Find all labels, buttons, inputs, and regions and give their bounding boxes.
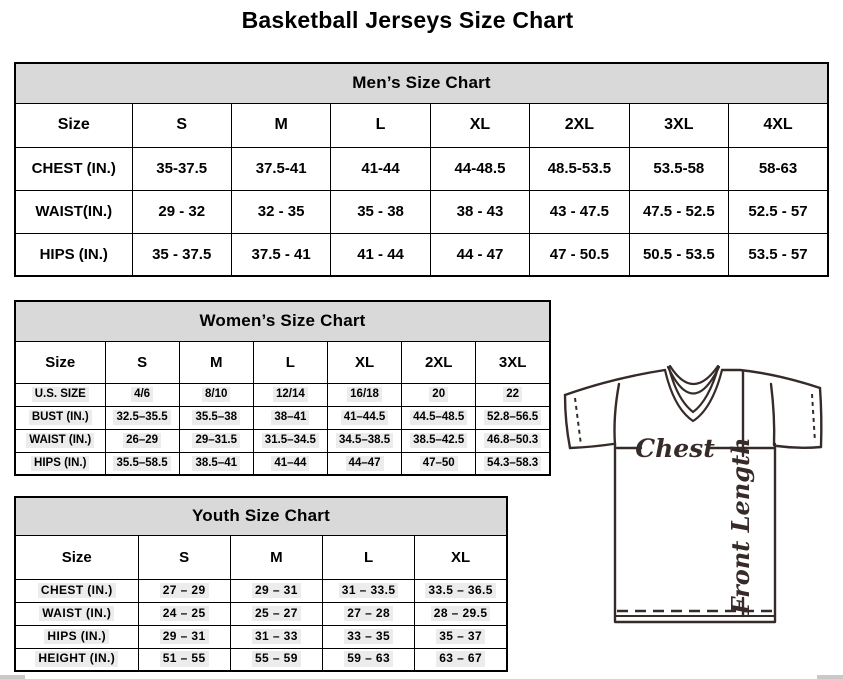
collar: [665, 366, 722, 421]
row-label-text: WAIST (IN.): [26, 433, 94, 448]
column-header: XL: [415, 535, 507, 579]
table-cell-text: 35.5–58.5: [113, 456, 170, 471]
table-cell: 32 - 35: [231, 190, 330, 233]
table-cell-text: 8/10: [202, 387, 230, 402]
table-cell-text: 31 – 33: [252, 629, 301, 645]
table-cell-text: 44.5–48.5: [410, 410, 467, 425]
table-cell: [415, 602, 507, 625]
table-cell: [179, 429, 253, 452]
column-header: 3XL: [476, 341, 550, 383]
table-cell-text: 38–41: [271, 410, 309, 425]
row-label: [15, 602, 138, 625]
table-cell: [230, 579, 322, 602]
front-length-label: Front Length: [726, 437, 755, 615]
table-cell: [323, 625, 415, 648]
header-row: [15, 341, 550, 383]
table-cell: 29 - 32: [132, 190, 231, 233]
table-cell: [476, 429, 550, 452]
table-cell-text: 12/14: [273, 387, 308, 402]
table-cell: 48.5-53.5: [530, 147, 629, 190]
column-header: Size: [15, 103, 132, 147]
table-cell-text: 28 – 29.5: [431, 606, 491, 622]
column-header: 2XL: [530, 103, 629, 147]
table-cell: [230, 625, 322, 648]
row-label: [15, 579, 138, 602]
table-row: [15, 648, 507, 671]
table-cell: 37.5 - 41: [231, 233, 330, 276]
table-cell: 37.5-41: [231, 147, 330, 190]
column-header: L: [253, 341, 327, 383]
table-cell: 53.5-58: [629, 147, 728, 190]
table-cell-text: 47–50: [420, 456, 458, 471]
table-cell: 58-63: [729, 147, 828, 190]
table-cell: [138, 579, 230, 602]
table-cell-text: 59 – 63: [344, 651, 393, 667]
table-row: [15, 452, 550, 475]
mens-size-table: [14, 62, 829, 277]
row-label-text: BUST (IN.): [29, 410, 92, 425]
table-cell-text: 33 – 35: [344, 629, 393, 645]
table-cell: 47.5 - 52.5: [629, 190, 728, 233]
table-cell: [476, 452, 550, 475]
column-header: S: [138, 535, 230, 579]
table-cell-text: 41–44.5: [341, 410, 389, 425]
table-cell: [138, 602, 230, 625]
table-cell: [253, 383, 327, 406]
table-cell: [402, 406, 476, 429]
row-label-text: CHEST (IN.): [38, 583, 116, 599]
table-cell-text: 29–31.5: [192, 433, 240, 448]
table-cell: [402, 452, 476, 475]
table-cell-text: 38.5–41: [192, 456, 240, 471]
table-cell: [323, 648, 415, 671]
table-cell-text: 54.3–58.3: [484, 456, 541, 471]
chest-label: Chest: [635, 434, 715, 463]
header-row: [15, 103, 828, 147]
table-cell: [327, 406, 401, 429]
table-cell: [253, 429, 327, 452]
table-cell: [327, 383, 401, 406]
table-cell-text: 22: [503, 387, 522, 402]
table-cell-text: 27 – 29: [160, 583, 209, 599]
scrollbar-fragment-left[interactable]: [0, 675, 25, 679]
row-label-text: HIPS (IN.): [31, 456, 89, 471]
table-cell: 41 - 44: [331, 233, 430, 276]
row-label: [15, 452, 105, 475]
column-header: Size: [15, 341, 105, 383]
table-row: [15, 429, 550, 452]
youth-size-table: [14, 496, 508, 672]
table-cell-text: 32.5–35.5: [113, 410, 170, 425]
column-header: L: [323, 535, 415, 579]
table-cell: [323, 579, 415, 602]
table-row: [15, 233, 828, 276]
table-cell: [415, 625, 507, 648]
table-cell-text: 31.5–34.5: [262, 433, 319, 448]
column-header: M: [230, 535, 322, 579]
table-cell-text: 24 – 25: [160, 606, 209, 622]
table-cell: [105, 383, 179, 406]
table-row: [15, 190, 828, 233]
table-cell: 35 - 37.5: [132, 233, 231, 276]
column-header: M: [179, 341, 253, 383]
column-header: 3XL: [629, 103, 728, 147]
column-header: Size: [15, 535, 138, 579]
table-cell: 47 - 50.5: [530, 233, 629, 276]
jersey-outline: [565, 370, 821, 622]
table-cell-text: 4/6: [131, 387, 153, 402]
table-cell: [415, 579, 507, 602]
column-header: XL: [327, 341, 401, 383]
table-cell: [402, 383, 476, 406]
jersey-diagram-svg: [555, 358, 831, 630]
table-cell: 35-37.5: [132, 147, 231, 190]
table-cell: [476, 406, 550, 429]
table-cell: [415, 648, 507, 671]
table-cell: [138, 648, 230, 671]
table-cell-text: 29 – 31: [252, 583, 301, 599]
table-cell-text: 63 – 67: [436, 651, 485, 667]
header-row: [15, 535, 507, 579]
column-header: L: [331, 103, 430, 147]
table-cell: 44 - 47: [430, 233, 529, 276]
row-label: WAIST(IN.): [15, 190, 132, 233]
column-header: M: [231, 103, 330, 147]
table-cell-text: 46.8–50.3: [484, 433, 541, 448]
row-label: [15, 383, 105, 406]
table-cell-text: 41–44: [271, 456, 309, 471]
table-cell: 53.5 - 57: [729, 233, 828, 276]
scrollbar-fragment-right[interactable]: [817, 675, 843, 679]
table-cell-text: 44–47: [346, 456, 384, 471]
table-cell: [327, 452, 401, 475]
table-cell: [138, 625, 230, 648]
table-cell-text: 34.5–38.5: [336, 433, 393, 448]
table-cell-text: 16/18: [347, 387, 382, 402]
table-row: [15, 602, 507, 625]
table-cell-text: 25 – 27: [252, 606, 301, 622]
page-title: Basketball Jerseys Size Chart: [241, 7, 574, 33]
table-cell: [402, 429, 476, 452]
table-cell-text: 27 – 28: [344, 606, 393, 622]
womens-size-table: [14, 300, 551, 476]
row-label: [15, 429, 105, 452]
table-cell: 38 - 43: [430, 190, 529, 233]
table-cell-text: 52.8–56.5: [484, 410, 541, 425]
row-label: HIPS (IN.): [15, 233, 132, 276]
table-cell: [253, 406, 327, 429]
table-cell: [476, 383, 550, 406]
table-cell-text: 20: [429, 387, 448, 402]
table-title: Youth Size Chart: [15, 497, 507, 535]
table-cell: [179, 452, 253, 475]
column-header: S: [132, 103, 231, 147]
table-row: [15, 625, 507, 648]
column-header: S: [105, 341, 179, 383]
table-cell: [323, 602, 415, 625]
row-label: [15, 648, 138, 671]
table-cell: [105, 406, 179, 429]
row-label: [15, 406, 105, 429]
table-cell: 41-44: [331, 147, 430, 190]
column-header: XL: [430, 103, 529, 147]
row-label-text: HIPS (IN.): [44, 629, 109, 645]
table-title: Men’s Size Chart: [15, 63, 828, 103]
column-header: 2XL: [402, 341, 476, 383]
table-cell-text: 26–29: [123, 433, 161, 448]
table-cell: [179, 406, 253, 429]
jersey-measurement-diagram: [555, 358, 831, 630]
row-label-text: HEIGHT (IN.): [35, 651, 118, 667]
table-row: [15, 147, 828, 190]
table-row: [15, 383, 550, 406]
table-cell-text: 33.5 – 36.5: [425, 583, 495, 599]
table-cell: [253, 452, 327, 475]
table-cell: [179, 383, 253, 406]
table-cell: 52.5 - 57: [729, 190, 828, 233]
row-label-text: WAIST (IN.): [39, 606, 114, 622]
row-label-text: U.S. SIZE: [32, 387, 89, 402]
table-cell: [327, 429, 401, 452]
table-cell: [105, 429, 179, 452]
row-label: CHEST (IN.): [15, 147, 132, 190]
table-title: Women’s Size Chart: [15, 301, 550, 341]
table-cell-text: 35 – 37: [436, 629, 485, 645]
table-cell-text: 55 – 59: [252, 651, 301, 667]
table-cell-text: 35.5–38: [192, 410, 240, 425]
table-row: [15, 406, 550, 429]
table-cell: [230, 648, 322, 671]
table-cell-text: 29 – 31: [160, 629, 209, 645]
table-cell-text: 38.5–42.5: [410, 433, 467, 448]
table-cell: [105, 452, 179, 475]
table-cell: 44-48.5: [430, 147, 529, 190]
table-cell: 43 - 47.5: [530, 190, 629, 233]
table-row: [15, 579, 507, 602]
row-label: [15, 625, 138, 648]
table-cell: 50.5 - 53.5: [629, 233, 728, 276]
table-cell: [230, 602, 322, 625]
table-cell-text: 31 – 33.5: [339, 583, 399, 599]
table-cell-text: 51 – 55: [160, 651, 209, 667]
table-cell: 35 - 38: [331, 190, 430, 233]
column-header: 4XL: [729, 103, 828, 147]
